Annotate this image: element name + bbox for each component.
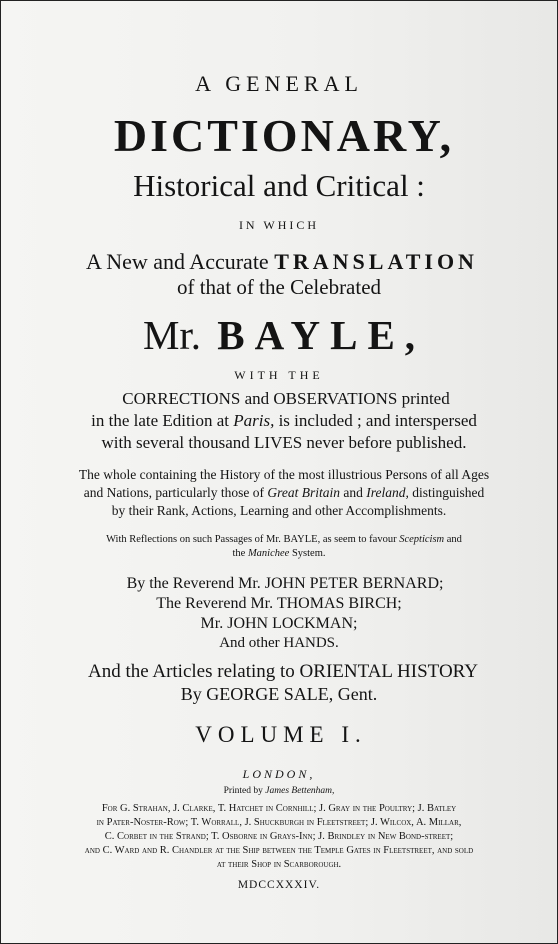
nations-pre: and Nations, particularly those of xyxy=(83,485,265,500)
refl-and: and xyxy=(446,534,462,545)
manichee-post: System. xyxy=(291,548,326,559)
imprint-place: LONDON, xyxy=(242,767,316,781)
imprint-year: MDCCXXXIV. xyxy=(237,879,321,891)
imprint-booksellers-4: and C. Ward and R. Chandler at the Ship between the Temple Gates in Fleetstreet, and sold xyxy=(84,845,474,856)
title-line-whole: The whole containing the History of the most illustrious Persons of all Ages xyxy=(78,467,490,482)
imprint-booksellers-5: at their Shop in Scarborough. xyxy=(216,859,342,870)
title-line-historical: Historical and Critical : xyxy=(133,168,425,203)
scepticism-text: Scepticism xyxy=(399,534,445,545)
imprint-booksellers-1: For G. Strahan, J. Clarke, T. Hatchet in Cornhill; J. Gray in the Poultry; J. Batley xyxy=(101,803,457,814)
bayle-text: BAYLE, xyxy=(217,312,426,358)
volume-label: VOLUME I. xyxy=(195,722,367,747)
title-line-of-that: of that of the Celebrated xyxy=(176,275,382,299)
new-accurate-text: A New and Accurate xyxy=(86,249,269,274)
nations-and: and xyxy=(343,485,363,500)
ireland-text: Ireland, xyxy=(366,485,409,500)
title-line-sale: By GEORGE SALE, Gent. xyxy=(180,684,378,704)
author-bernard: By the Reverend Mr. JOHN PETER BERNARD; xyxy=(126,575,444,592)
paris-post: is included ; and interspersed xyxy=(278,411,477,430)
title-line-oriental: And the Articles relating to ORIENTAL HISTORY xyxy=(87,661,479,682)
nations-post: distinguished xyxy=(412,485,485,500)
author-other-hands: And other HANDS. xyxy=(219,635,339,651)
printer-name: James Bettenham, xyxy=(265,786,335,796)
imprint-printer xyxy=(1,786,557,796)
title-line-rank: by their Rank, Actions, Learning and other Accomplishments. xyxy=(111,503,447,518)
mr-text: Mr. xyxy=(142,312,202,358)
title-line-translation xyxy=(7,249,557,275)
refl-pre: With Reflections on such Passages of Mr. BAYLE, as seem to favour xyxy=(106,534,397,545)
author-birch: The Reverend Mr. THOMAS BIRCH; xyxy=(156,595,402,612)
manichee-pre: the xyxy=(232,548,246,559)
title-line-reflections xyxy=(11,534,557,545)
printed-by-text: Printed by xyxy=(223,786,263,796)
paris-pre: in the late Edition at xyxy=(91,411,229,430)
title-line-lives: with several thousand LIVES never before published. xyxy=(101,433,467,452)
title-line-general: A GENERAL xyxy=(195,71,363,96)
imprint-booksellers-2: in Pater-Noster-Row; T. Worrall, J. Shuckburgh in Fleetstreet; J. Wilcox, A. Millar, xyxy=(96,817,462,828)
title-line-dictionary: DICTIONARY, xyxy=(113,110,455,161)
great-britain-text: Great Britain xyxy=(267,485,341,500)
manichee-text: Manichee xyxy=(247,548,290,559)
title-line-nations xyxy=(11,485,557,501)
title-line-with-the: WITH THE xyxy=(234,368,324,382)
imprint-booksellers-3: C. Corbet in the Strand; T. Osborne in Grays-Inn; J. Brindley in New Bond-street; xyxy=(104,831,454,842)
paris-word: Paris, xyxy=(233,411,275,430)
title-line-manichee xyxy=(1,548,557,559)
title-line-bayle xyxy=(11,311,557,359)
title-line-paris xyxy=(11,411,557,431)
title-line-in-which: IN WHICH xyxy=(238,218,320,232)
title-line-corrections: CORRECTIONS and OBSERVATIONS printed xyxy=(122,389,450,408)
translation-text: TRANSLATION xyxy=(274,249,478,274)
author-lockman: Mr. JOHN LOCKMAN; xyxy=(200,615,358,632)
